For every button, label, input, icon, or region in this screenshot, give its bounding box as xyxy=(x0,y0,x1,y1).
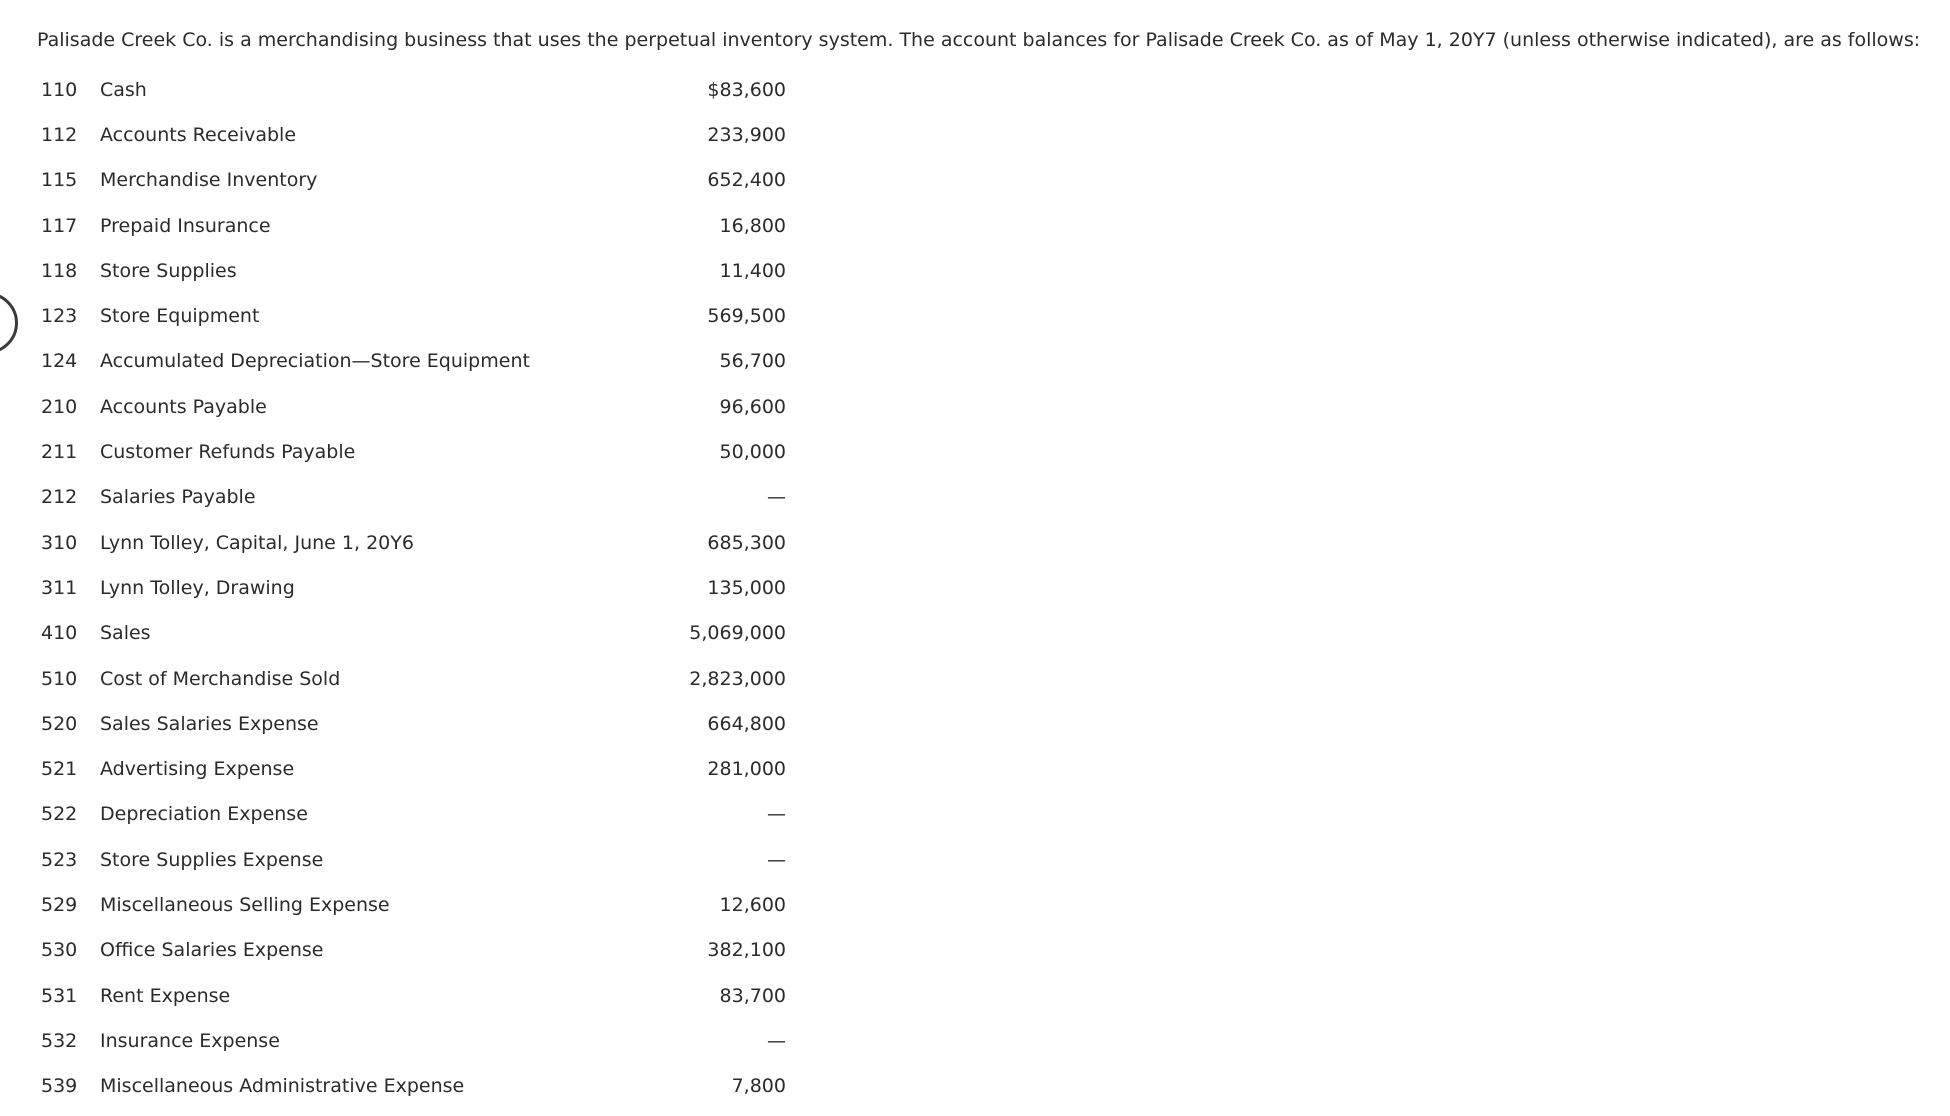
account-name: Miscellaneous Administrative Expense xyxy=(100,1075,465,1098)
account-number: 112 xyxy=(41,123,78,146)
account-number: 529 xyxy=(41,893,78,916)
account-balance: 5,069,000 xyxy=(689,622,786,645)
account-balance: — xyxy=(767,1029,786,1052)
table-row xyxy=(41,1064,786,1109)
account-name: Lynn Tolley, Drawing xyxy=(100,576,295,599)
account-name: Rent Expense xyxy=(100,984,231,1007)
table-row xyxy=(41,701,786,746)
account-number: 210 xyxy=(41,395,78,418)
account-name: Customer Refunds Payable xyxy=(100,441,356,464)
account-name: Store Equipment xyxy=(100,305,260,328)
account-name: Lynn Tolley, Capital, June 1, 20Y6 xyxy=(100,531,414,554)
circle-cursor-icon xyxy=(0,292,18,354)
table-row xyxy=(41,248,786,293)
account-balance: 664,800 xyxy=(707,712,786,735)
table-row xyxy=(41,112,786,157)
account-balance: 135,000 xyxy=(707,576,786,599)
account-number: 522 xyxy=(41,803,78,826)
account-number: 118 xyxy=(41,259,78,282)
table-row xyxy=(41,837,786,882)
table-row xyxy=(41,928,786,973)
account-balance: — xyxy=(767,486,786,509)
table-row xyxy=(41,746,786,791)
account-name: Sales Salaries Expense xyxy=(100,712,319,735)
account-balance: 652,400 xyxy=(707,169,786,192)
account-balance: $83,600 xyxy=(707,78,786,101)
table-row xyxy=(41,158,786,203)
account-number: 110 xyxy=(41,78,78,101)
account-number: 510 xyxy=(41,667,78,690)
account-name: Cash xyxy=(100,78,147,101)
account-balance: — xyxy=(767,848,786,871)
account-name: Depreciation Expense xyxy=(100,803,308,826)
account-name: Prepaid Insurance xyxy=(100,214,271,237)
table-row xyxy=(41,429,786,474)
account-number: 539 xyxy=(41,1075,78,1098)
account-name: Merchandise Inventory xyxy=(100,169,318,192)
account-number: 520 xyxy=(41,712,78,735)
account-balance: 569,500 xyxy=(707,305,786,328)
account-name: Advertising Expense xyxy=(100,758,295,781)
account-balance: 50,000 xyxy=(719,441,786,464)
account-balance: 56,700 xyxy=(719,350,786,373)
account-number: 410 xyxy=(41,622,78,645)
table-row xyxy=(41,656,786,701)
account-balance: 382,100 xyxy=(707,939,786,962)
account-name: Salaries Payable xyxy=(100,486,256,509)
account-balance: 96,600 xyxy=(719,395,786,418)
account-name: Miscellaneous Selling Expense xyxy=(100,893,390,916)
table-row xyxy=(41,67,786,112)
table-row xyxy=(41,203,786,248)
account-number: 311 xyxy=(41,576,78,599)
account-name: Accounts Payable xyxy=(100,395,267,418)
account-balance: 7,800 xyxy=(731,1075,786,1098)
account-balance: 16,800 xyxy=(719,214,786,237)
account-name: Store Supplies Expense xyxy=(100,848,324,871)
table-row xyxy=(41,293,786,338)
table-row xyxy=(41,384,786,429)
account-name: Accounts Receivable xyxy=(100,123,297,146)
account-number: 211 xyxy=(41,441,78,464)
account-balance: 2,823,000 xyxy=(689,667,786,690)
account-number: 212 xyxy=(41,486,78,509)
table-row xyxy=(41,520,786,565)
account-balance: 233,900 xyxy=(707,123,786,146)
account-number: 310 xyxy=(41,531,78,554)
account-number: 531 xyxy=(41,984,78,1007)
account-balance: 83,700 xyxy=(719,984,786,1007)
account-balance: 281,000 xyxy=(707,758,786,781)
table-row xyxy=(41,475,786,520)
account-number: 117 xyxy=(41,214,78,237)
table-row xyxy=(41,565,786,610)
account-number: 523 xyxy=(41,848,78,871)
table-row xyxy=(41,339,786,384)
account-balance: 685,300 xyxy=(707,531,786,554)
table-row xyxy=(41,973,786,1018)
account-name: Insurance Expense xyxy=(100,1029,280,1052)
account-number: 530 xyxy=(41,939,78,962)
table-row xyxy=(41,792,786,837)
account-name: Accumulated Depreciation—Store Equipment xyxy=(100,350,530,373)
table-row xyxy=(41,1018,786,1063)
table-row xyxy=(41,611,786,656)
account-number: 124 xyxy=(41,350,78,373)
account-number: 532 xyxy=(41,1029,78,1052)
account-balance: — xyxy=(767,803,786,826)
account-number: 123 xyxy=(41,305,78,328)
account-balances-table xyxy=(41,67,786,1109)
account-number: 115 xyxy=(41,169,78,192)
account-name: Cost of Merchandise Sold xyxy=(100,667,341,690)
account-balance: 11,400 xyxy=(719,259,786,282)
account-name: Store Supplies xyxy=(100,259,237,282)
intro-paragraph: Palisade Creek Co. is a merchandising business that uses the perpetual inventory system. The account balances for Palisade Creek Co. as of May 1, 20Y7 (unless otherwise indicated), are as follows: xyxy=(37,29,1921,51)
account-number: 521 xyxy=(41,758,78,781)
table-row xyxy=(41,882,786,927)
account-name: Sales xyxy=(100,622,151,645)
account-balance: 12,600 xyxy=(719,893,786,916)
account-name: Office Salaries Expense xyxy=(100,939,324,962)
